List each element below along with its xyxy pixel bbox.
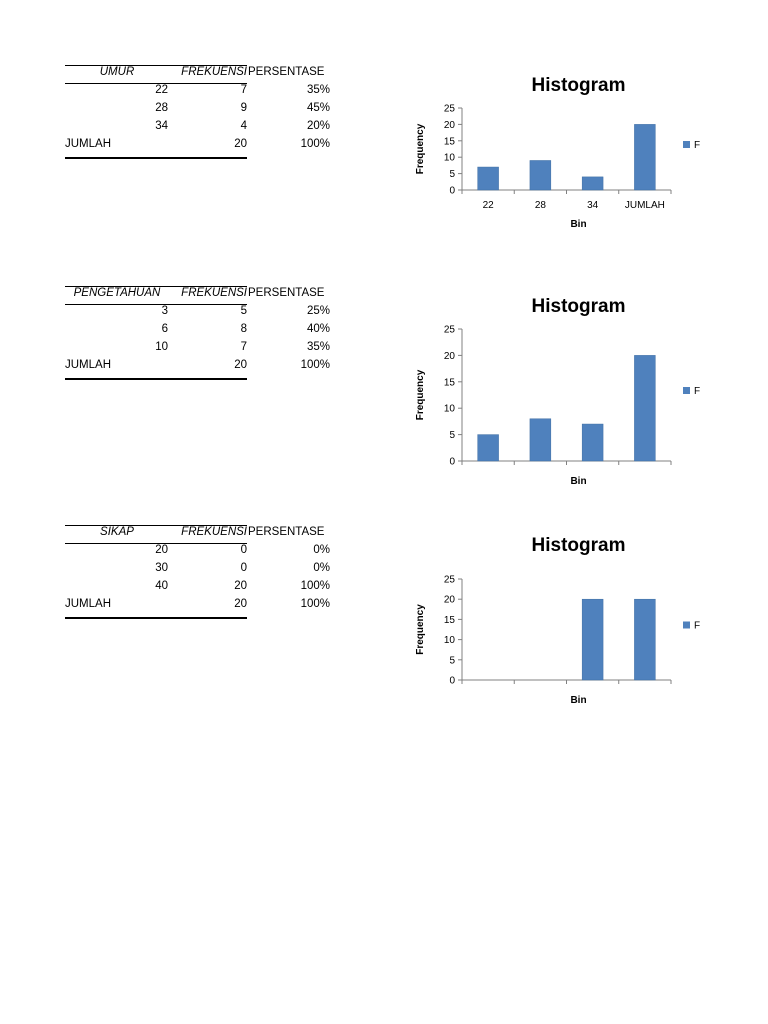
cell-value: 28 bbox=[155, 102, 168, 114]
cell-frequency: 0 bbox=[240, 562, 247, 574]
table-row bbox=[65, 560, 365, 578]
cell-frequency: 7 bbox=[240, 84, 247, 96]
legend-swatch bbox=[683, 387, 690, 394]
histogram-bar bbox=[530, 419, 551, 461]
histogram-chart bbox=[400, 76, 720, 261]
y-tick-label: 10 bbox=[443, 152, 455, 164]
cell-value: 40 bbox=[155, 580, 168, 592]
y-tick-label: 25 bbox=[443, 574, 455, 586]
cell-percent: 25% bbox=[306, 305, 330, 317]
y-tick-label: 15 bbox=[443, 136, 455, 148]
histogram-bar bbox=[478, 435, 499, 461]
chart-title: Histogram bbox=[531, 297, 626, 317]
x-tick-label: 28 bbox=[534, 200, 546, 211]
histogram-bar bbox=[634, 124, 655, 190]
total-percent: 100% bbox=[300, 359, 330, 371]
histogram-bar bbox=[582, 599, 603, 680]
cell-value: 22 bbox=[155, 84, 168, 96]
histogram-bar bbox=[530, 160, 551, 190]
header-frekuensi: FREKUENSI bbox=[181, 66, 247, 78]
y-tick-label: 10 bbox=[443, 403, 455, 415]
y-tick-label: 5 bbox=[449, 169, 455, 181]
cell-value: 20 bbox=[155, 544, 168, 556]
cell-value: 30 bbox=[155, 562, 168, 574]
y-tick-label: 5 bbox=[449, 430, 455, 442]
total-label: JUMLAH bbox=[65, 138, 112, 150]
cell-value: 6 bbox=[161, 323, 168, 335]
table-bottom-rule bbox=[65, 157, 247, 159]
cell-percent: 35% bbox=[306, 341, 330, 353]
header-variable: SIKAP bbox=[100, 526, 134, 538]
legend-label: F bbox=[694, 620, 701, 632]
y-tick-label: 0 bbox=[449, 675, 455, 687]
cell-frequency: 4 bbox=[240, 120, 247, 132]
header-frekuensi: FREKUENSI bbox=[181, 287, 247, 299]
y-axis-label: Frequency bbox=[415, 123, 426, 175]
legend-label: F bbox=[694, 386, 701, 397]
cell-percent: 100% bbox=[300, 580, 330, 592]
total-frequency: 20 bbox=[234, 359, 247, 371]
frequency-table bbox=[65, 64, 365, 156]
y-axis-label: Frequency bbox=[415, 604, 426, 655]
y-tick-label: 15 bbox=[443, 377, 455, 389]
legend-label: F bbox=[694, 140, 701, 151]
x-tick-label: 34 bbox=[587, 200, 599, 211]
cell-percent: 0% bbox=[313, 544, 330, 556]
cell-percent: 0% bbox=[313, 562, 330, 574]
table-header-row bbox=[65, 285, 365, 303]
table-total-row bbox=[65, 596, 365, 616]
header-persentase: PERSENTASE bbox=[248, 526, 325, 538]
cell-frequency: 20 bbox=[234, 580, 247, 592]
cell-percent: 45% bbox=[306, 102, 330, 114]
total-percent: 100% bbox=[300, 598, 330, 610]
table-bottom-rule bbox=[65, 378, 247, 380]
table-bottom-rule bbox=[65, 617, 247, 619]
histogram-chart bbox=[400, 297, 720, 502]
header-variable: UMUR bbox=[99, 66, 135, 78]
legend-swatch bbox=[683, 622, 690, 629]
cell-percent: 40% bbox=[306, 323, 330, 335]
histogram-bar bbox=[478, 167, 499, 190]
histogram-bar bbox=[634, 599, 655, 680]
table-total-row bbox=[65, 136, 365, 156]
histogram-svg bbox=[400, 536, 720, 726]
y-axis-label: Frequency bbox=[415, 369, 426, 421]
y-tick-label: 5 bbox=[449, 655, 455, 667]
frequency-table bbox=[65, 524, 365, 616]
chart-title: Histogram bbox=[531, 536, 626, 556]
cell-frequency: 5 bbox=[240, 305, 247, 317]
cell-percent: 20% bbox=[306, 120, 330, 132]
table-row bbox=[65, 303, 365, 321]
cell-value: 10 bbox=[155, 341, 168, 353]
y-tick-label: 20 bbox=[443, 350, 455, 362]
histogram-svg bbox=[400, 76, 720, 256]
table-row bbox=[65, 100, 365, 118]
cell-frequency: 9 bbox=[240, 102, 247, 114]
y-tick-label: 20 bbox=[443, 119, 455, 131]
y-tick-label: 25 bbox=[443, 103, 455, 115]
histogram-chart bbox=[400, 536, 720, 731]
y-tick-label: 10 bbox=[443, 635, 455, 647]
total-label: JUMLAH bbox=[65, 598, 112, 610]
histogram-svg bbox=[400, 297, 720, 497]
table-total-row bbox=[65, 357, 365, 377]
cell-frequency: 0 bbox=[240, 544, 247, 556]
total-frequency: 20 bbox=[234, 138, 247, 150]
header-persentase: PERSENTASE bbox=[248, 66, 325, 78]
cell-frequency: 8 bbox=[240, 323, 247, 335]
cell-value: 34 bbox=[155, 120, 168, 132]
table-header-row bbox=[65, 524, 365, 542]
histogram-bar bbox=[582, 424, 603, 461]
header-persentase: PERSENTASE bbox=[248, 287, 325, 299]
x-tick-label: JUMLAH bbox=[624, 200, 665, 211]
y-tick-label: 0 bbox=[449, 185, 455, 197]
y-tick-label: 0 bbox=[449, 456, 455, 468]
chart-title: Histogram bbox=[531, 76, 626, 96]
table-row bbox=[65, 542, 365, 560]
table-row bbox=[65, 578, 365, 596]
y-tick-label: 20 bbox=[443, 594, 455, 606]
header-variable: PENGETAHUAN bbox=[73, 287, 161, 299]
table-row bbox=[65, 321, 365, 339]
frequency-table bbox=[65, 285, 365, 377]
cell-value: 3 bbox=[161, 305, 168, 317]
x-axis-label: Bin bbox=[570, 476, 587, 487]
table-row bbox=[65, 118, 365, 136]
header-frekuensi: FREKUENSI bbox=[181, 526, 247, 538]
x-axis-label: Bin bbox=[570, 695, 587, 706]
total-frequency: 20 bbox=[234, 598, 247, 610]
table-header-row bbox=[65, 64, 365, 82]
table-row bbox=[65, 339, 365, 357]
cell-percent: 35% bbox=[306, 84, 330, 96]
y-tick-label: 15 bbox=[443, 614, 455, 626]
x-tick-label: 22 bbox=[482, 200, 494, 211]
total-label: JUMLAH bbox=[65, 359, 112, 371]
table-row bbox=[65, 82, 365, 100]
y-tick-label: 25 bbox=[443, 324, 455, 336]
x-axis-label: Bin bbox=[570, 219, 587, 230]
histogram-bar bbox=[582, 177, 603, 190]
histogram-bar bbox=[634, 355, 655, 461]
cell-frequency: 7 bbox=[240, 341, 247, 353]
total-percent: 100% bbox=[300, 138, 330, 150]
legend-swatch bbox=[683, 141, 690, 148]
